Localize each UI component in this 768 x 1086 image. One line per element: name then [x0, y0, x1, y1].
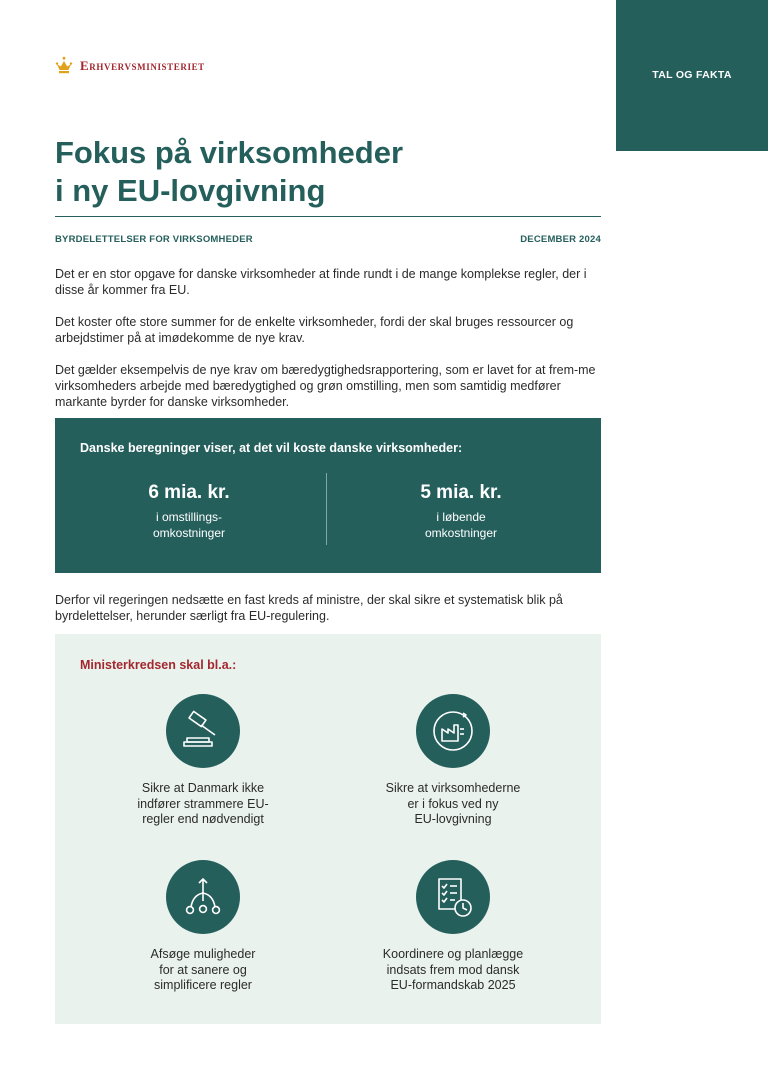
panel-item-branching — [103, 860, 303, 994]
checklist-clock-icon — [427, 871, 479, 923]
stat-label: i omstillings- omkostninger — [152, 510, 226, 540]
panel-item-checklist — [353, 860, 553, 994]
stat-divider — [326, 473, 327, 545]
panel-item-label: Sikre at Danmark ikke indfører strammere EU- regler end nødvendigt — [137, 781, 269, 826]
panel-item-label: Koordinere og planlægge indsats frem mod dansk EU-formandskab 2025 — [382, 947, 524, 992]
stat-value: 6 mia. kr. — [148, 482, 230, 503]
intro-paragraph-3: Det gælder eksempelvis de nye krav om bæredygtighedsrapportering, som er lavet for at frem-me virksomheders arbejde med bæredygtighed og grøn omstilling, men som samtidig medfører markante byrder for danske virksomheder. — [55, 363, 596, 409]
title-divider — [55, 216, 601, 217]
page-title: Fokus på virksomheder i ny EU-lovgivning — [55, 135, 404, 208]
factory-cycle-icon — [427, 705, 479, 757]
closing-paragraph: Derfor vil regeringen nedsætte en fast kreds af ministre, der skal sikre et systematisk blik på byrdelettelser, herunder særligt fra EU-regulering. — [55, 593, 563, 623]
intro-paragraph-2: Det koster ofte store summer for de enkelte virksomheder, fordi der skal bruges ressourcer og arbejdstimer på at imødekomme de nye krav. — [55, 315, 574, 345]
cost-stats-box — [55, 418, 601, 573]
panel-item-gavel — [103, 694, 303, 828]
crown-icon — [54, 56, 74, 76]
stat-running-costs — [361, 482, 561, 541]
panel-item-label: Sikre at virksomhederne er i fokus ved ny EU-lovgivning — [385, 781, 521, 826]
minister-circle-panel — [55, 634, 601, 1024]
fact-sheet-tab-label: TAL OG FAKTA — [652, 69, 732, 81]
stat-transition-costs — [89, 482, 289, 541]
fact-sheet-tab — [616, 0, 768, 151]
intro-paragraph-1: Det er en stor opgave for danske virksomheder at finde rundt i de mange komplekse regler, der i disse år kommer fra EU. — [55, 267, 587, 297]
ministry-name: Erhvervsministeriet — [80, 58, 205, 73]
date-label: DECEMBER 2024 — [520, 234, 601, 245]
cost-stats-heading: Danske beregninger viser, at det vil koste danske virksomheder: — [80, 441, 463, 455]
gavel-icon — [177, 705, 229, 757]
panel-item-factory — [353, 694, 553, 828]
stat-label: i løbende omkostninger — [424, 510, 498, 540]
branching-arrows-icon — [177, 871, 229, 923]
category-label: BYRDELETTELSER FOR VIRKSOMHEDER — [55, 234, 253, 245]
ministry-logo — [54, 56, 205, 76]
stat-value: 5 mia. kr. — [420, 482, 502, 503]
panel-heading: Ministerkredsen skal bl.a.: — [80, 658, 237, 672]
panel-item-label: Afsøge muligheder for at sanere og simplificere regler — [150, 947, 256, 992]
